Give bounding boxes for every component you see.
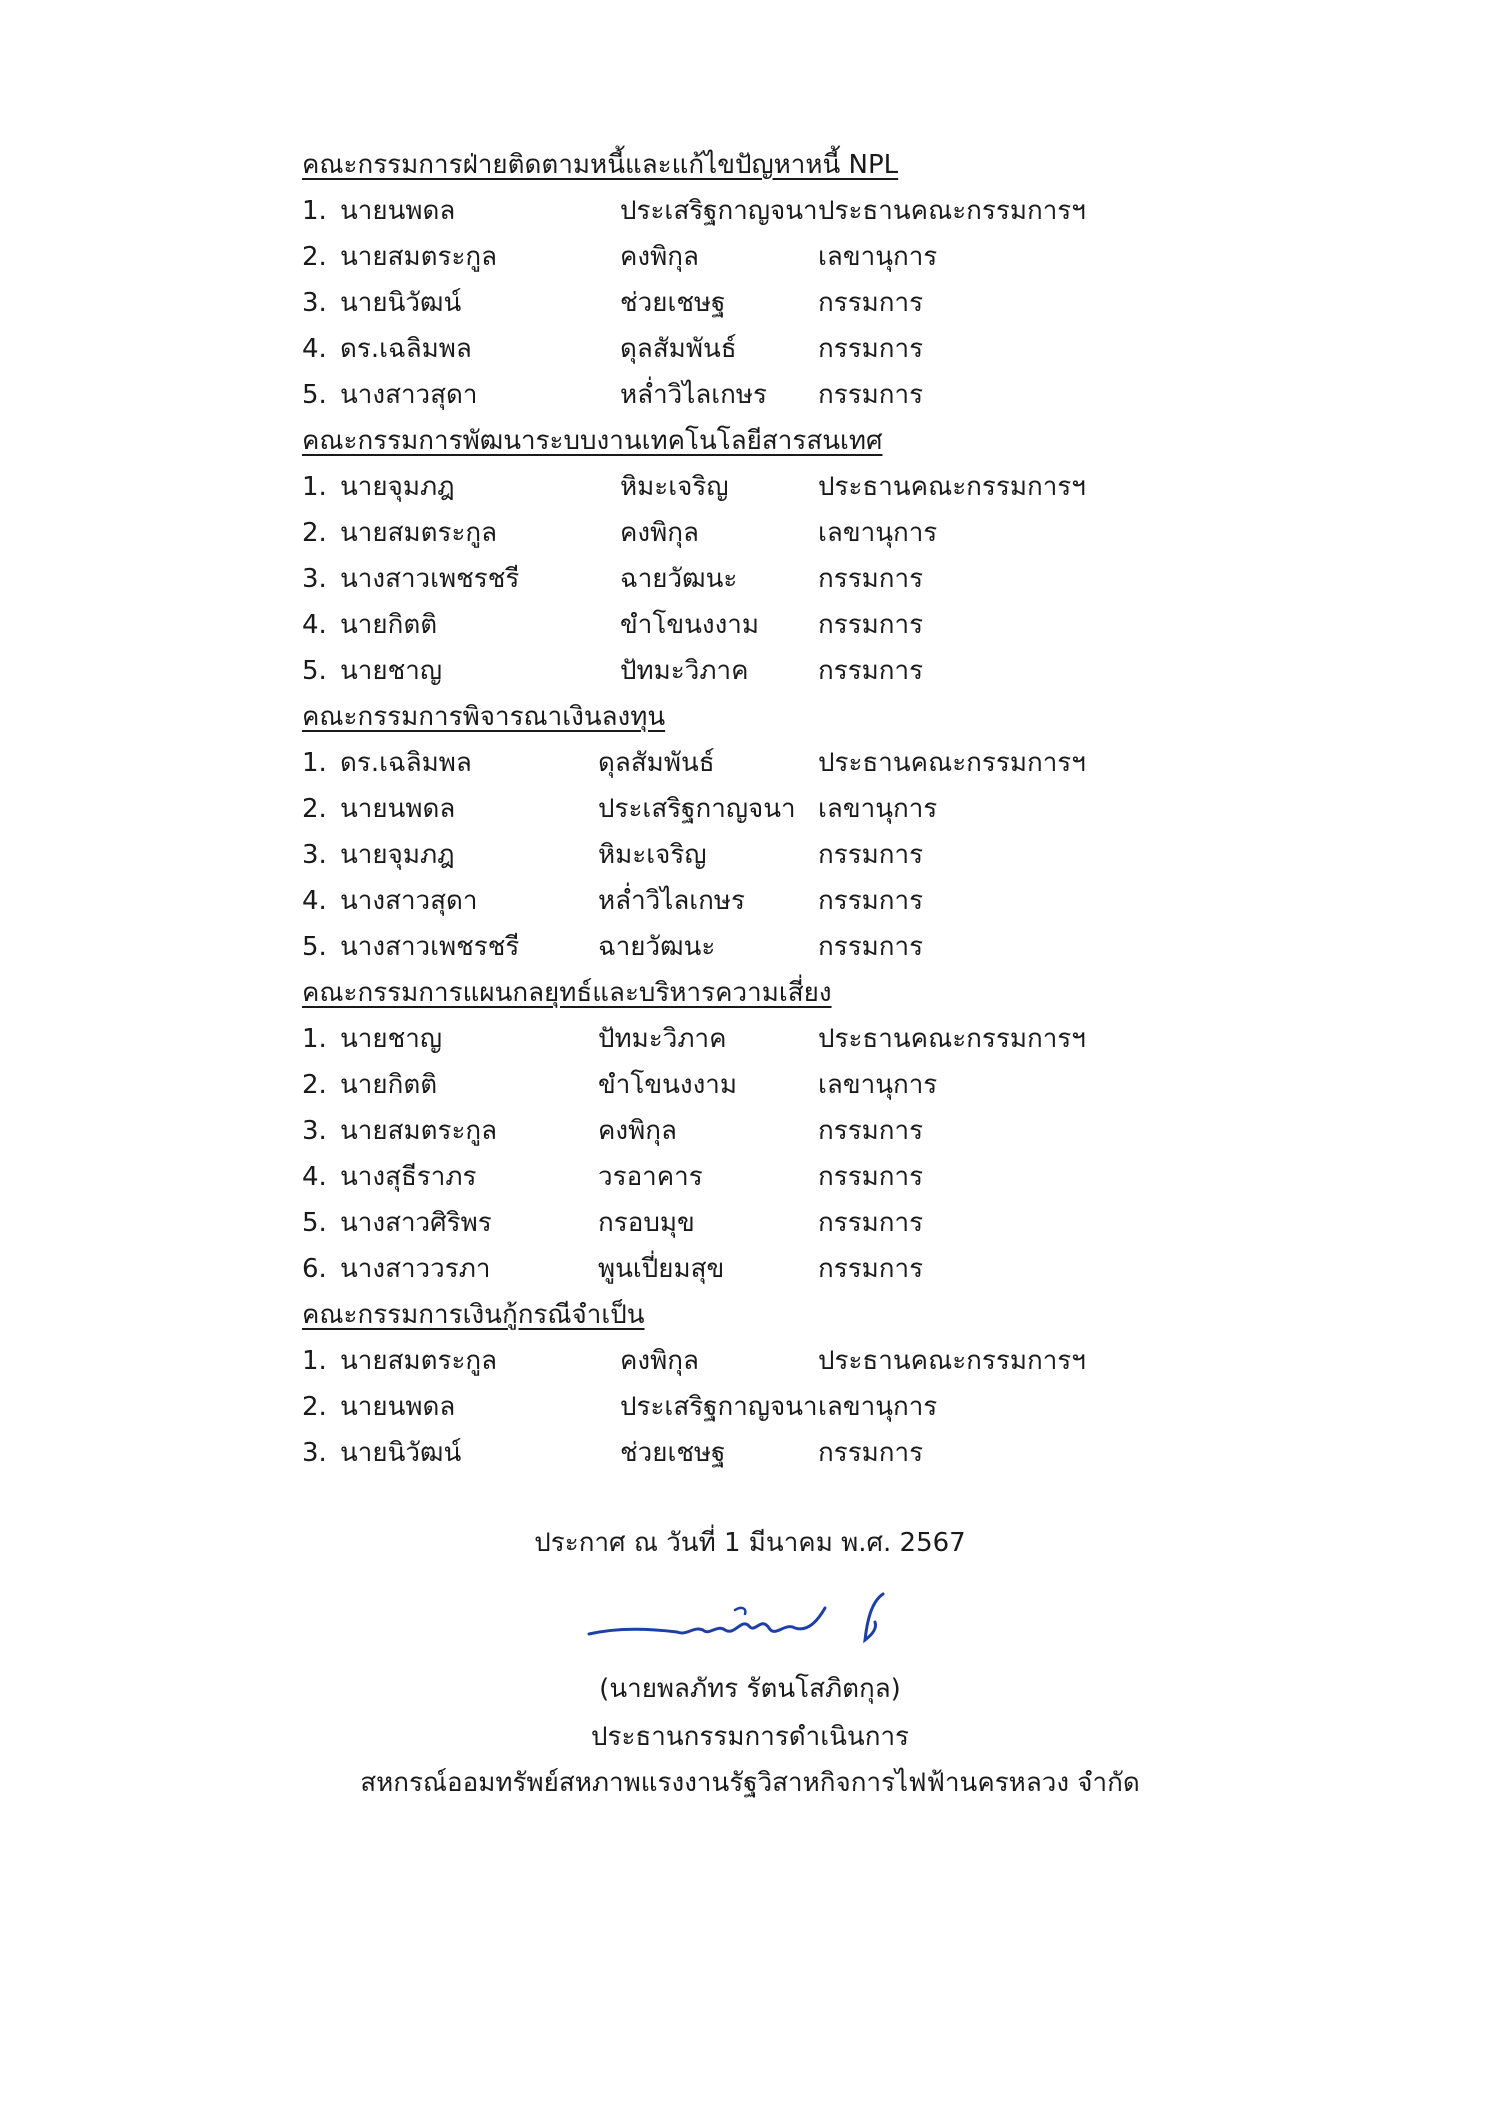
- section-title: คณะกรรมการแผนกลยุทธ์และบริหารความเสี่ยง: [302, 978, 832, 1008]
- member-row: [302, 1200, 1202, 1246]
- member-row: [302, 188, 1202, 234]
- member-last-name: ช่วยเชษฐ: [620, 1438, 726, 1468]
- member-role: กรรมการ: [818, 1162, 924, 1192]
- member-last-name: หล่ำวิไลเกษร: [598, 886, 746, 916]
- member-row: [302, 1108, 1202, 1154]
- member-number: 3.: [302, 1438, 327, 1468]
- member-row: [302, 1246, 1202, 1292]
- announcement-date: ประกาศ ณ วันที่ 1 มีนาคม พ.ศ. 2567: [534, 1528, 966, 1558]
- member-role: กรรมการ: [818, 334, 924, 364]
- member-number: 5.: [302, 380, 327, 410]
- member-last-name: หิมะเจริญ: [620, 472, 729, 502]
- member-number: 6.: [302, 1254, 327, 1284]
- member-last-name: พูนเปี่ยมสุข: [598, 1254, 725, 1284]
- member-first-name: นางสาวเพชรชรี: [340, 932, 520, 962]
- member-row: [302, 1016, 1202, 1062]
- member-last-name: ดุลสัมพันธ์: [620, 334, 737, 364]
- member-role: กรรมการ: [818, 1208, 924, 1238]
- member-role: กรรมการ: [818, 1254, 924, 1284]
- member-number: 1.: [302, 1346, 327, 1376]
- member-first-name: นายนพดล: [340, 196, 456, 226]
- member-role: กรรมการ: [818, 840, 924, 870]
- member-role: ประธานคณะกรรมการฯ: [818, 748, 1086, 778]
- member-first-name: นางสาวศิริพร: [340, 1208, 492, 1238]
- member-last-name: ฉายวัฒนะ: [598, 932, 716, 962]
- member-first-name: นายจุมภฎ: [340, 840, 455, 870]
- member-number: 1.: [302, 472, 327, 502]
- member-row: [302, 878, 1202, 924]
- member-row: [302, 372, 1202, 418]
- member-last-name: ปัทมะวิภาค: [598, 1024, 727, 1054]
- member-row: [302, 1154, 1202, 1200]
- member-first-name: ดร.เฉลิมพล: [340, 748, 472, 778]
- member-last-name: ดุลสัมพันธ์: [598, 748, 715, 778]
- member-row: [302, 556, 1202, 602]
- organization-name: สหกรณ์ออมทรัพย์สหภาพแรงงานรัฐวิสาหกิจการไฟฟ้านครหลวง จำกัด: [360, 1768, 1140, 1798]
- member-last-name: ปัทมะวิภาค: [620, 656, 749, 686]
- member-first-name: นางสาวเพชรชรี: [340, 564, 520, 594]
- member-role: กรรมการ: [818, 564, 924, 594]
- member-number: 3.: [302, 840, 327, 870]
- member-number: 3.: [302, 564, 327, 594]
- member-role: กรรมการ: [818, 288, 924, 318]
- member-number: 2.: [302, 242, 327, 272]
- section-title: คณะกรรมการพัฒนาระบบงานเทคโนโลยีสารสนเทศ: [302, 426, 883, 456]
- member-last-name: ช่วยเชษฐ: [620, 288, 726, 318]
- member-role: กรรมการ: [818, 1116, 924, 1146]
- member-first-name: นายนิวัฒน์: [340, 288, 462, 318]
- member-role: ประธานคณะกรรมการฯ: [818, 196, 1086, 226]
- member-number: 4.: [302, 610, 327, 640]
- signer-name: (นายพลภัทร รัตนโสภิตกุล): [599, 1674, 901, 1704]
- signer-title: ประธานกรรมการดำเนินการ: [590, 1722, 910, 1752]
- member-role: เลขานุการ: [818, 518, 938, 548]
- member-number: 2.: [302, 518, 327, 548]
- member-number: 4.: [302, 334, 327, 364]
- committee-sections: [302, 142, 1202, 1476]
- member-number: 3.: [302, 288, 327, 318]
- member-role: ประธานคณะกรรมการฯ: [818, 472, 1086, 502]
- member-role: เลขานุการ: [818, 1070, 938, 1100]
- member-role: เลขานุการ: [818, 242, 938, 272]
- member-row: [302, 1338, 1202, 1384]
- member-number: 1.: [302, 748, 327, 778]
- member-number: 5.: [302, 656, 327, 686]
- member-row: [302, 740, 1202, 786]
- member-row: [302, 510, 1202, 556]
- section-title: คณะกรรมการฝ่ายติดตามหนี้และแก้ไขปัญหาหนี้ NPL: [302, 150, 899, 180]
- member-row: [302, 648, 1202, 694]
- member-number: 5.: [302, 932, 327, 962]
- member-first-name: นายจุมภฎ: [340, 472, 455, 502]
- member-row: [302, 280, 1202, 326]
- member-role: ประธานคณะกรรมการฯ: [818, 1024, 1086, 1054]
- member-first-name: นางสาวสุดา: [340, 886, 478, 916]
- member-number: 4.: [302, 886, 327, 916]
- member-row: [302, 1430, 1202, 1476]
- member-number: 2.: [302, 1392, 327, 1422]
- member-first-name: ดร.เฉลิมพล: [340, 334, 472, 364]
- member-role: เลขานุการ: [818, 794, 938, 824]
- member-row: [302, 464, 1202, 510]
- member-role: ประธานคณะกรรมการฯ: [818, 1346, 1086, 1376]
- member-last-name: ประเสริฐกาญจนา: [620, 196, 818, 226]
- member-row: [302, 1384, 1202, 1430]
- member-first-name: นายชาญ: [340, 1024, 443, 1054]
- member-last-name: คงพิกุล: [620, 518, 699, 548]
- member-number: 3.: [302, 1116, 327, 1146]
- member-last-name: ประเสริฐกาญจนา: [620, 1392, 818, 1422]
- member-row: [302, 1062, 1202, 1108]
- member-row: [302, 832, 1202, 878]
- member-number: 5.: [302, 1208, 327, 1238]
- member-row: [302, 924, 1202, 970]
- member-last-name: คงพิกุล: [620, 1346, 699, 1376]
- member-first-name: นายนพดล: [340, 794, 456, 824]
- member-role: กรรมการ: [818, 656, 924, 686]
- member-first-name: นางสาวสุดา: [340, 380, 478, 410]
- member-role: กรรมการ: [818, 886, 924, 916]
- member-last-name: ประเสริฐกาญจนา: [598, 794, 796, 824]
- member-role: กรรมการ: [818, 380, 924, 410]
- member-number: 1.: [302, 1024, 327, 1054]
- section-title: คณะกรรมการเงินกู้กรณีจำเป็น: [302, 1300, 645, 1330]
- member-number: 2.: [302, 1070, 327, 1100]
- member-last-name: กรอบมุข: [598, 1208, 695, 1238]
- member-first-name: นายกิตติ: [340, 1070, 438, 1100]
- member-role: เลขานุการ: [818, 1392, 938, 1422]
- member-last-name: หิมะเจริญ: [598, 840, 707, 870]
- member-first-name: นางสุธีราภร: [340, 1162, 477, 1192]
- member-first-name: นายสมตระกูล: [340, 242, 498, 272]
- member-first-name: นายสมตระกูล: [340, 1346, 498, 1376]
- member-last-name: ขำโขนงงาม: [620, 610, 760, 640]
- member-last-name: วรอาคาร: [598, 1162, 703, 1192]
- member-first-name: นายกิตติ: [340, 610, 438, 640]
- member-first-name: นายชาญ: [340, 656, 443, 686]
- member-number: 2.: [302, 794, 327, 824]
- member-last-name: หล่ำวิไลเกษร: [620, 380, 768, 410]
- member-last-name: ขำโขนงงาม: [598, 1070, 738, 1100]
- member-number: 4.: [302, 1162, 327, 1192]
- member-first-name: นายสมตระกูล: [340, 518, 498, 548]
- member-first-name: นางสาววรภา: [340, 1254, 491, 1284]
- member-row: [302, 234, 1202, 280]
- member-row: [302, 326, 1202, 372]
- member-number: 1.: [302, 196, 327, 226]
- member-last-name: คงพิกุล: [598, 1116, 677, 1146]
- member-row: [302, 786, 1202, 832]
- member-role: กรรมการ: [818, 932, 924, 962]
- member-role: กรรมการ: [818, 610, 924, 640]
- member-row: [302, 602, 1202, 648]
- member-first-name: นายนิวัฒน์: [340, 1438, 462, 1468]
- member-last-name: ฉายวัฒนะ: [620, 564, 738, 594]
- member-first-name: นายสมตระกูล: [340, 1116, 498, 1146]
- member-first-name: นายนพดล: [340, 1392, 456, 1422]
- section-title: คณะกรรมการพิจารณาเงินลงทุน: [302, 702, 666, 732]
- member-last-name: คงพิกุล: [620, 242, 699, 272]
- member-role: กรรมการ: [818, 1438, 924, 1468]
- signature-icon: [585, 1588, 905, 1658]
